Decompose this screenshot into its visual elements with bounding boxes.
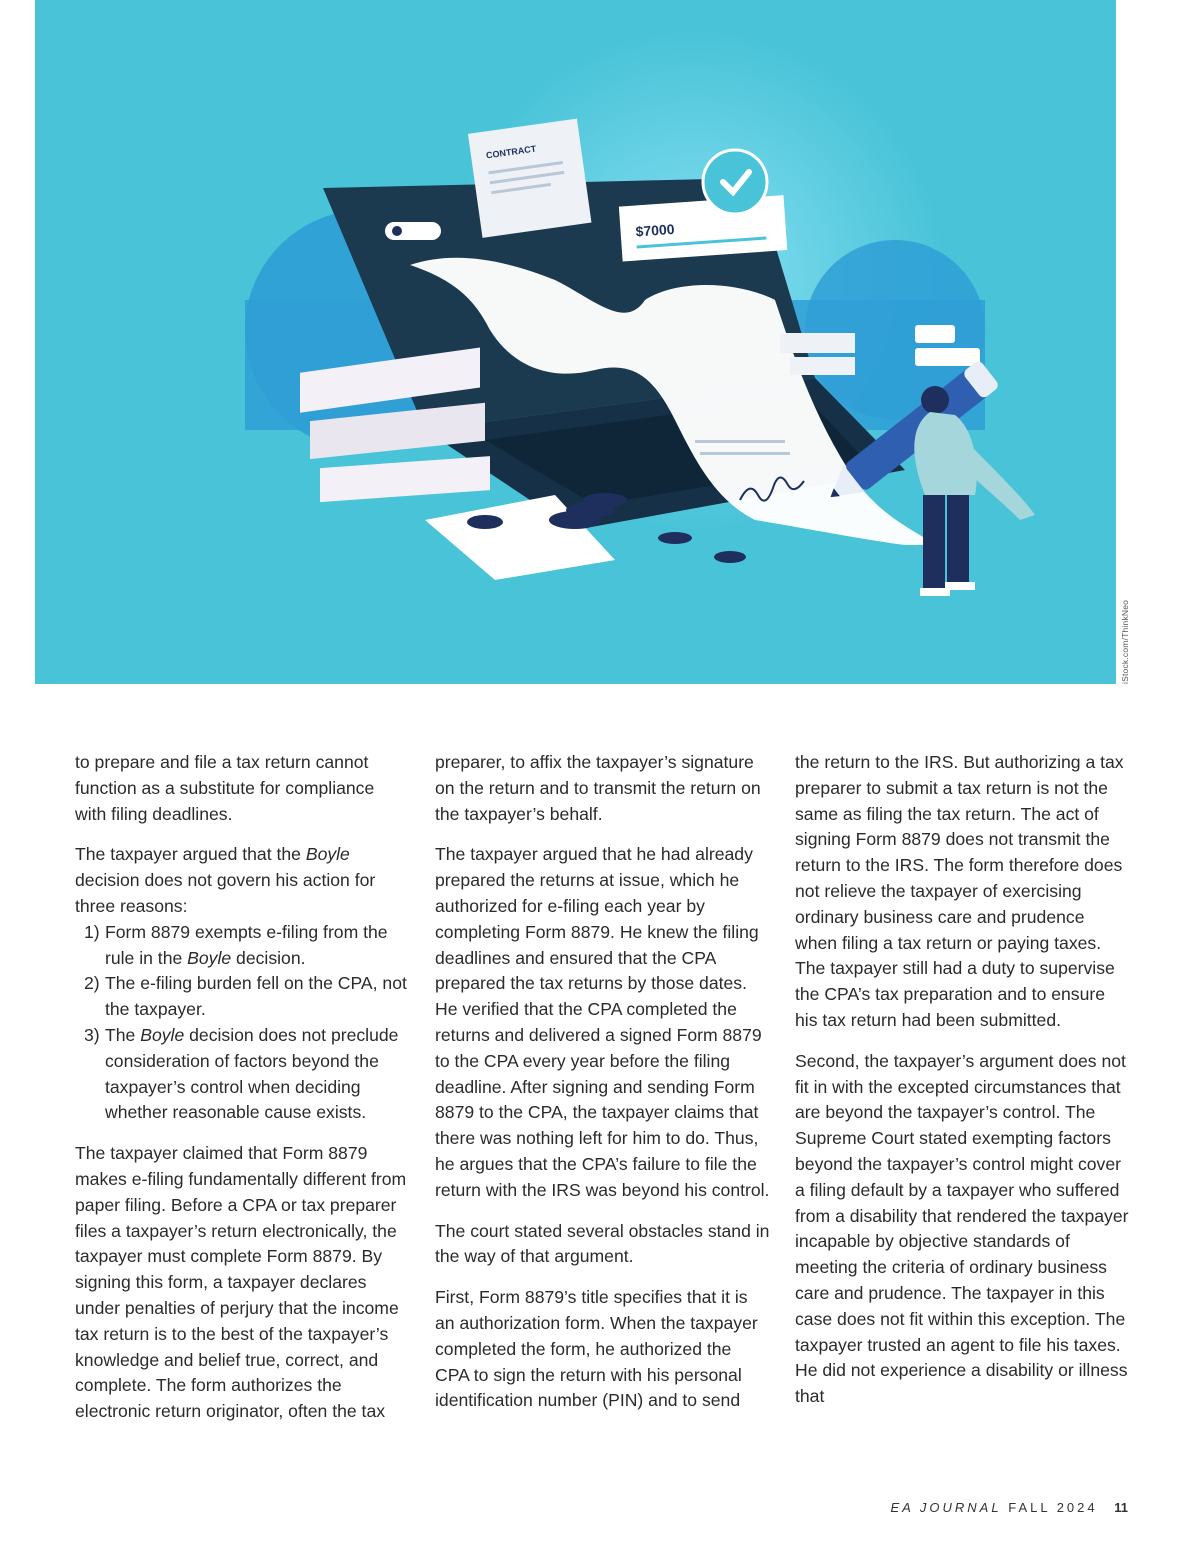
article-column-3 [795,750,1130,1425]
message-bubble [915,348,980,366]
photo-credit: iStock.com/ThinkNeo [1120,599,1130,684]
hero-illustration [35,0,1116,684]
issue-label: FALL 2024 [1008,1500,1098,1515]
page-footer [890,1500,1128,1515]
payment-card [619,195,787,261]
paragraph: The taxpayer claimed that Form 8879 makes e-filing fundamentally different from paper filing. Before a CPA or tax preparer files a taxpayer’s return electronically, the taxpayer must complete Form 8879. By signing this form, a taxpayer declares under penalties of perjury that the income tax return is to the best of the taxpayer’s knowledge and belief true, correct, and complete. The form authorizes the electronic return originator, often the tax [75,1143,407,1422]
article-column-2 [435,750,770,1429]
contract-document [468,119,592,238]
contract-label: CONTRACT [485,143,537,161]
paragraph: to prepare and file a tax return cannot function as a substitute for compliance with filing deadlines. [75,752,375,824]
paragraph: Second, the taxpayer’s argument does not fit in with the excepted circumstances that are beyond the taxpayer’s control. The Supreme Court stated exempting factors beyond the taxpayer’s control might cover a filing default by a taxpayer who suffered from a disability that rendered the taxpayer incapable by objective standards of meeting the criteria of ordinary business care and prudence. The taxpayer in this case does not fit within this exception. The taxpayer trusted an agent to file his taxes. He did not experience a disability or illness that [795,1050,1129,1407]
paper-stack [300,347,490,502]
reasons-list [75,920,410,1126]
tax-filing-illustration [35,0,1116,684]
paragraph: The taxpayer argued that he had already prepared the returns at issue, which he authorized for e-filing each year by completing Form 8879. He knew the filing deadlines and ensured that the CPA prepared the tax returns by those dates. He verified that the CPA completed the returns and delivered a signed Form 8879 to the CPA every year before the filing deadline. After signing and sending Form 8879 to the CPA, the taxpayer claims that there was nothing left for him to do. Thus, he argues that the CPA’s failure to file the return with the IRS was beyond his control. [435,844,770,1200]
page-number: 11 [1114,1500,1128,1515]
list-item: 2) The e-filing burden fell on the CPA, not the taxpayer. [84,973,407,1020]
list-item: 1) Form 8879 exempts e-filing from the rule in the Boyle decision. [84,921,388,968]
paragraph: the return to the IRS. But authorizing a tax preparer to submit a tax return is not the same as filing the tax return. The act of signing Form 8879 does not transmit the return to the IRS. The form therefore does not relieve the taxpayer of exercising ordinary business care and prudence when filing a tax return or paying taxes. The taxpayer still had a duty to supervise the CPA’s tax preparation and to ensure his tax return had been submitted. [795,752,1124,1030]
check-badge-icon [703,150,767,214]
amount-label: $7000 [635,220,676,240]
publication-name: EA JOURNAL [890,1500,1002,1515]
list-item: 3) The Boyle decision does not preclude consideration of factors beyond the taxpayer’s control when deciding whether reasonable cause exists. [84,1024,399,1123]
message-bubble [915,325,955,343]
paragraph: The court stated several obstacles stand in the way of that argument. [435,1220,770,1267]
paragraph: First, Form 8879’s title specifies that it is an authorization form. When the taxpayer completed the form, he authorized the CPA to sign the return with his personal identification number (PIN) and to send [435,1287,758,1411]
article-column-1 [75,750,410,1440]
paragraph: The taxpayer argued that the Boyle decision does not govern his action for three reasons: [75,844,376,916]
paragraph: preparer, to affix the taxpayer’s signature on the return and to transmit the return on the taxpayer’s behalf. [435,752,761,824]
